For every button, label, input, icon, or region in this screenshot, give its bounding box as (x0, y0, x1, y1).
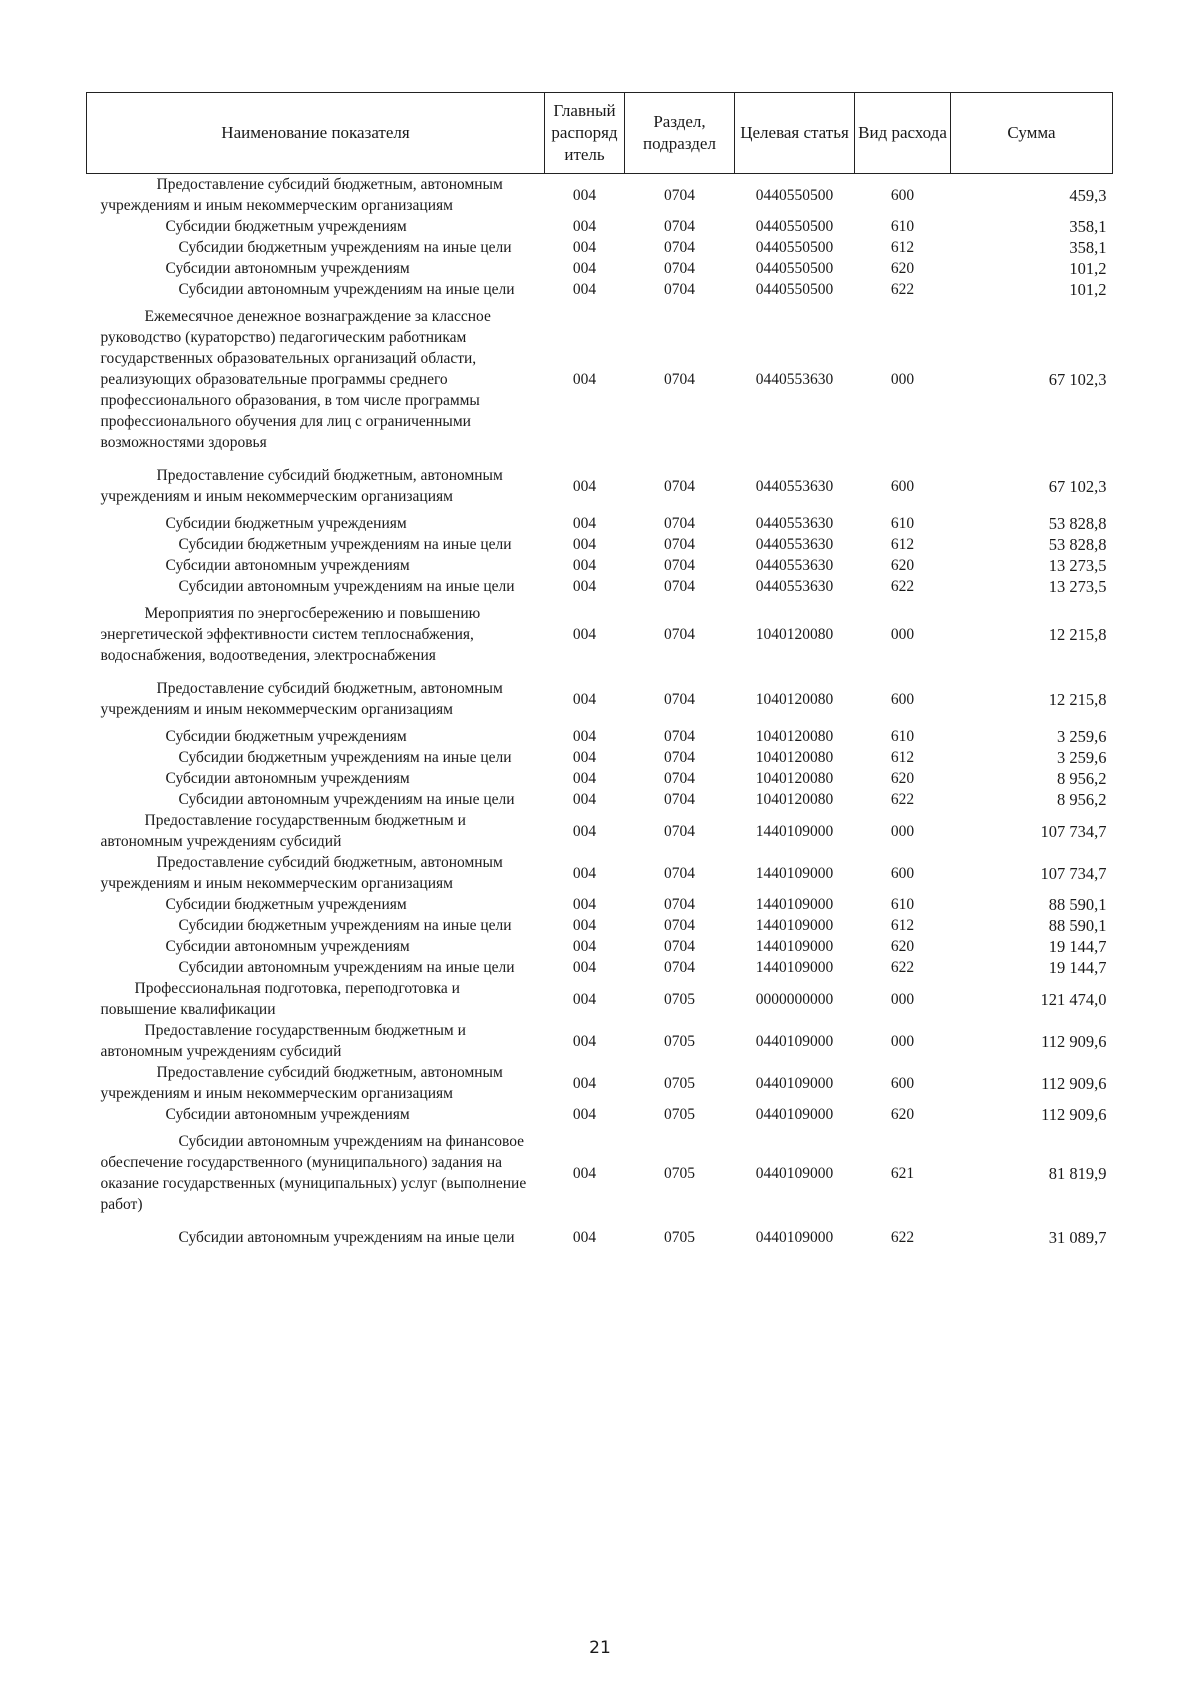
row-grbs: 004 (572, 281, 597, 298)
row-target-article: 1040120080 (755, 749, 834, 766)
row-target-article: 1040120080 (755, 690, 834, 708)
row-name: Субсидии бюджетным учреждениям (165, 515, 407, 532)
row-sum: 81 819,9 (1048, 1163, 1107, 1183)
row-expense-type: 610 (890, 515, 915, 532)
row-grbs: 004 (572, 1074, 597, 1092)
row-razdel: 0704 (664, 477, 695, 495)
row-target-article: 1440109000 (755, 938, 834, 955)
row-razdel: 0704 (664, 896, 695, 913)
row-name: Предоставление государственным бюджетным и автономным учреждениям субсидий (100, 1022, 466, 1060)
row-grbs: 004 (572, 822, 597, 840)
row-razdel: 0704 (664, 281, 695, 298)
row-grbs: 004 (572, 371, 597, 388)
row-expense-type: 620 (890, 770, 915, 787)
table-row (87, 1020, 1113, 1062)
table-row (87, 279, 1113, 300)
table-row (87, 894, 1113, 915)
row-expense-type: 600 (890, 690, 915, 708)
row-razdel: 0704 (664, 822, 695, 840)
row-sum: 19 144,7 (1048, 937, 1107, 956)
row-target-article: 0440550500 (755, 186, 834, 204)
row-target-article: 0440553630 (755, 515, 834, 532)
row-sum: 107 734,7 (1040, 821, 1107, 841)
row-sum: 358,1 (1069, 238, 1107, 257)
row-grbs: 004 (572, 959, 597, 976)
table-body (87, 174, 1113, 1255)
row-sum: 112 909,6 (1041, 1073, 1107, 1093)
row-expense-type: 610 (890, 728, 915, 745)
row-grbs: 004 (572, 938, 597, 955)
row-target-article: 1440109000 (755, 917, 834, 934)
row-sum: 101,2 (1069, 259, 1107, 278)
row-sum: 121 474,0 (1040, 989, 1107, 1009)
row-razdel: 0704 (664, 557, 695, 574)
table-row (87, 513, 1113, 534)
row-name: Субсидии бюджетным учреждениям на иные цели (178, 917, 512, 934)
row-name: Субсидии бюджетным учреждениям (165, 728, 407, 745)
row-sum: 112 909,6 (1041, 1105, 1107, 1124)
table-row (87, 237, 1113, 258)
row-name: Субсидии автономным учреждениям (165, 938, 410, 955)
row-expense-type: 621 (890, 1164, 915, 1182)
row-grbs: 004 (572, 239, 597, 256)
row-target-article: 1040120080 (755, 728, 834, 745)
row-expense-type: 620 (890, 938, 915, 955)
row-name: Предоставление субсидий бюджетным, автономным учреждениям и иным некоммерческим организациям (100, 854, 503, 892)
table-row (87, 258, 1113, 279)
row-name: Субсидии автономным учреждениям на иные цели (178, 1229, 515, 1246)
row-sum: 112 909,6 (1041, 1031, 1107, 1051)
row-name: Субсидии бюджетным учреждениям (165, 218, 407, 235)
row-target-article: 0440109000 (755, 1164, 834, 1182)
row-target-article: 0440553630 (755, 536, 834, 553)
row-razdel: 0704 (664, 690, 695, 708)
row-sum: 67 102,3 (1048, 370, 1107, 389)
row-expense-type: 000 (890, 822, 915, 840)
row-name: Ежемесячное денежное вознаграждение за классное руководство (кураторство) педагогическим работникам государственных образовательных организаций области, реализующих образовательные программы среднего профессионального образования, в том числе программы профессионального обучения для лиц с ограниченными возможностями здоровья (100, 308, 491, 451)
header-celevaya: Целевая статья (735, 93, 855, 174)
row-sum: 101,2 (1069, 280, 1107, 299)
table-row (87, 576, 1113, 597)
row-sum: 459,3 (1069, 185, 1107, 205)
table-row (87, 852, 1113, 894)
row-expense-type: 612 (890, 917, 915, 934)
row-target-article: 0000000000 (755, 990, 834, 1008)
row-razdel: 0704 (664, 791, 695, 808)
row-sum: 3 259,6 (1057, 727, 1107, 746)
row-razdel: 0704 (664, 218, 695, 235)
row-name: Субсидии бюджетным учреждениям (165, 896, 407, 913)
table-row (87, 216, 1113, 237)
row-grbs: 004 (572, 728, 597, 745)
row-expense-type: 612 (890, 536, 915, 553)
budget-table-page (86, 92, 1112, 1254)
row-target-article: 0440109000 (755, 1074, 834, 1092)
table-row (87, 1104, 1113, 1125)
row-sum: 12 215,8 (1048, 625, 1107, 644)
row-razdel: 0705 (664, 1106, 695, 1123)
budget-table (86, 92, 1113, 1254)
row-target-article: 0440553630 (755, 371, 834, 388)
row-razdel: 0704 (664, 186, 695, 204)
row-name: Предоставление субсидий бюджетным, автономным учреждениям и иным некоммерческим организациям (100, 176, 503, 214)
row-grbs: 004 (572, 260, 597, 277)
table-row (87, 1125, 1113, 1221)
row-sum: 13 273,5 (1048, 556, 1107, 575)
row-name: Субсидии бюджетным учреждениям на иные цели (178, 239, 512, 256)
row-sum: 19 144,7 (1048, 958, 1107, 977)
row-expense-type: 610 (890, 218, 915, 235)
row-razdel: 0704 (664, 728, 695, 745)
row-name: Профессиональная подготовка, переподготовка и повышение квалификации (100, 980, 460, 1018)
row-razdel: 0704 (664, 749, 695, 766)
header-grbs: Главный распоряд итель (545, 93, 625, 174)
row-expense-type: 600 (890, 864, 915, 882)
row-grbs: 004 (572, 1106, 597, 1123)
row-razdel: 0704 (664, 515, 695, 532)
page-number: 21 (589, 1638, 611, 1658)
row-name: Субсидии автономным учреждениям (165, 770, 410, 787)
row-name: Предоставление субсидий бюджетным, автономным учреждениям и иным некоммерческим организациям (100, 467, 503, 505)
row-expense-type: 600 (890, 186, 915, 204)
row-target-article: 1440109000 (755, 959, 834, 976)
header-summa: Сумма (951, 93, 1113, 174)
table-row (87, 936, 1113, 957)
row-grbs: 004 (572, 477, 597, 495)
row-expense-type: 600 (890, 477, 915, 495)
table-row (87, 597, 1113, 672)
row-razdel: 0705 (664, 1032, 695, 1050)
row-razdel: 0705 (664, 1164, 695, 1182)
row-razdel: 0704 (664, 626, 695, 643)
table-row (87, 555, 1113, 576)
row-target-article: 0440109000 (755, 1032, 834, 1050)
row-expense-type: 000 (890, 626, 915, 643)
row-grbs: 004 (572, 690, 597, 708)
row-expense-type: 622 (890, 281, 915, 298)
row-name: Предоставление государственным бюджетным и автономным учреждениям субсидий (100, 812, 466, 850)
row-grbs: 004 (572, 749, 597, 766)
row-expense-type: 000 (890, 1032, 915, 1050)
row-expense-type: 620 (890, 260, 915, 277)
row-target-article: 0440550500 (755, 281, 834, 298)
row-sum: 3 259,6 (1057, 748, 1107, 767)
row-target-article: 1040120080 (755, 791, 834, 808)
row-grbs: 004 (572, 578, 597, 595)
row-razdel: 0704 (664, 770, 695, 787)
table-row (87, 300, 1113, 459)
row-expense-type: 622 (890, 791, 915, 808)
row-grbs: 004 (572, 626, 597, 643)
row-expense-type: 622 (890, 578, 915, 595)
table-row (87, 768, 1113, 789)
table-row (87, 672, 1113, 726)
row-target-article: 0440550500 (755, 239, 834, 256)
row-target-article: 0440553630 (755, 557, 834, 574)
row-name: Субсидии бюджетным учреждениям на иные цели (178, 749, 512, 766)
row-sum: 67 102,3 (1048, 476, 1107, 496)
row-name: Субсидии автономным учреждениям на иные цели (178, 791, 515, 808)
row-expense-type: 620 (890, 1106, 915, 1123)
row-grbs: 004 (572, 770, 597, 787)
table-row (87, 978, 1113, 1020)
row-razdel: 0705 (664, 1229, 695, 1246)
row-sum: 88 590,1 (1048, 916, 1107, 935)
row-sum: 88 590,1 (1048, 895, 1107, 914)
row-expense-type: 612 (890, 239, 915, 256)
row-name: Субсидии автономным учреждениям на иные цели (178, 959, 515, 976)
row-grbs: 004 (572, 1032, 597, 1050)
row-name: Субсидии автономным учреждениям на финансовое обеспечение государственного (муниципального) задания на оказание государственных (муниципальных) услуг (выполнение работ) (100, 1133, 527, 1213)
row-grbs: 004 (572, 515, 597, 532)
row-name: Предоставление субсидий бюджетным, автономным учреждениям и иным некоммерческим организациям (100, 1064, 503, 1102)
row-grbs: 004 (572, 896, 597, 913)
table-row (87, 747, 1113, 768)
table-row (87, 915, 1113, 936)
row-sum: 53 828,8 (1048, 535, 1107, 554)
row-razdel: 0705 (664, 1074, 695, 1092)
row-name: Субсидии автономным учреждениям (165, 260, 410, 277)
row-expense-type: 622 (890, 1229, 915, 1246)
row-grbs: 004 (572, 1164, 597, 1182)
table-row (87, 534, 1113, 555)
table-row (87, 789, 1113, 810)
row-expense-type: 000 (890, 371, 915, 388)
row-sum: 8 956,2 (1057, 790, 1107, 809)
row-expense-type: 620 (890, 557, 915, 574)
row-grbs: 004 (572, 917, 597, 934)
row-razdel: 0704 (664, 536, 695, 553)
row-expense-type: 610 (890, 896, 915, 913)
row-grbs: 004 (572, 791, 597, 808)
row-razdel: 0704 (664, 578, 695, 595)
table-row (87, 810, 1113, 852)
row-grbs: 004 (572, 1229, 597, 1246)
row-target-article: 1040120080 (755, 770, 834, 787)
row-razdel: 0704 (664, 260, 695, 277)
row-expense-type: 600 (890, 1074, 915, 1092)
table-row (87, 957, 1113, 978)
row-sum: 107 734,7 (1040, 863, 1107, 883)
row-expense-type: 622 (890, 959, 915, 976)
row-target-article: 1440109000 (755, 864, 834, 882)
row-razdel: 0704 (664, 239, 695, 256)
row-name: Субсидии автономным учреждениям на иные цели (178, 578, 515, 595)
row-target-article: 1440109000 (755, 822, 834, 840)
row-razdel: 0704 (664, 917, 695, 934)
row-target-article: 0440550500 (755, 218, 834, 235)
table-row (87, 174, 1113, 217)
row-name: Субсидии автономным учреждениям на иные цели (178, 281, 515, 298)
row-sum: 31 089,7 (1048, 1228, 1107, 1247)
row-razdel: 0704 (664, 959, 695, 976)
row-sum: 12 215,8 (1048, 689, 1107, 709)
row-razdel: 0704 (664, 864, 695, 882)
table-row (87, 1062, 1113, 1104)
row-grbs: 004 (572, 864, 597, 882)
row-razdel: 0704 (664, 371, 695, 388)
row-name: Субсидии автономным учреждениям (165, 557, 410, 574)
row-razdel: 0705 (664, 990, 695, 1008)
row-target-article: 0440109000 (755, 1229, 834, 1246)
row-target-article: 0440109000 (755, 1106, 834, 1123)
table-header (87, 93, 1113, 174)
row-grbs: 004 (572, 557, 597, 574)
header-vid: Вид расхода (855, 93, 951, 174)
row-name: Субсидии бюджетным учреждениям на иные цели (178, 536, 512, 553)
row-sum: 53 828,8 (1048, 514, 1107, 533)
row-target-article: 0440553630 (755, 477, 834, 495)
row-grbs: 004 (572, 218, 597, 235)
table-row (87, 459, 1113, 513)
row-name: Субсидии автономным учреждениям (165, 1106, 410, 1123)
row-target-article: 1440109000 (755, 896, 834, 913)
row-sum: 358,1 (1069, 217, 1107, 236)
row-name: Мероприятия по энергосбережению и повышению энергетической эффективности систем теплоснабжения, водоснабжения, водоотведения, электроснабжения (100, 605, 481, 664)
row-sum: 13 273,5 (1048, 577, 1107, 596)
row-target-article: 1040120080 (755, 626, 834, 643)
row-expense-type: 000 (890, 990, 915, 1008)
header-name: Наименование показателя (87, 93, 545, 174)
table-row (87, 726, 1113, 747)
table-row (87, 1221, 1113, 1254)
row-target-article: 0440553630 (755, 578, 834, 595)
header-razdel: Раздел, подраздел (625, 93, 735, 174)
row-name: Предоставление субсидий бюджетным, автономным учреждениям и иным некоммерческим организациям (100, 680, 503, 718)
row-razdel: 0704 (664, 938, 695, 955)
row-sum: 8 956,2 (1057, 769, 1107, 788)
row-grbs: 004 (572, 186, 597, 204)
row-grbs: 004 (572, 990, 597, 1008)
row-expense-type: 612 (890, 749, 915, 766)
row-grbs: 004 (572, 536, 597, 553)
row-target-article: 0440550500 (755, 260, 834, 277)
